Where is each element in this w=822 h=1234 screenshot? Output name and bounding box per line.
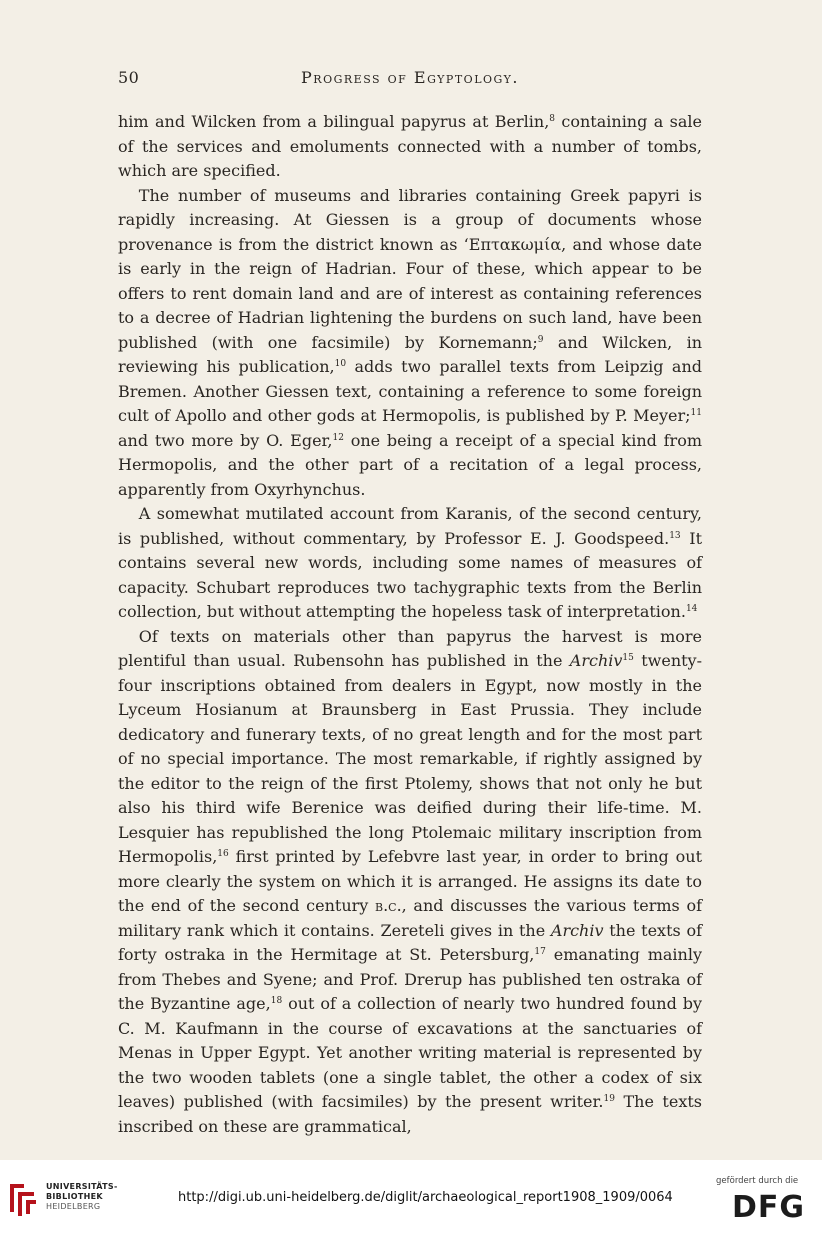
page-number: 50 bbox=[118, 68, 140, 87]
body-text bbox=[118, 110, 702, 1139]
text-run: and two more by O. Eger, bbox=[118, 430, 333, 450]
footnote-ref: 10 bbox=[334, 359, 347, 369]
text-run: emanating mainly from Thebes and Syene; and Prof. Drerup has published ten ostraka of the Byzantine age, bbox=[118, 945, 703, 1013]
footnote-ref: 9 bbox=[537, 334, 544, 345]
text-run: and Wilcken, in reviewing his publication, bbox=[118, 332, 702, 376]
footnote-ref: 13 bbox=[669, 530, 681, 541]
text-run: A somewhat mutilated account from Karanis, of the second century, is published, without commentary, by Professor E. J. Goodspeed. bbox=[118, 504, 702, 548]
footnote-ref: 18 bbox=[270, 996, 283, 1006]
text-run: Of texts on materials other than papyrus the harvest is more plentiful than usual. Rubensohn has published in the bbox=[118, 626, 702, 670]
paragraph bbox=[118, 110, 702, 184]
text-run: adds two parallel texts from Leipzig and Bremen. Another Giessen text, containing a reference to some foreign cult of Apollo and other gods at Hermopolis, is published by P. Meyer; bbox=[118, 357, 703, 425]
source-url-link[interactable]: http://digi.ub.uni-heidelberg.de/diglit/archaeological_report1908_1909/0064 bbox=[178, 1190, 673, 1205]
running-head: Progress of Egyptology. bbox=[301, 68, 519, 87]
text-run: , and discusses the various terms of military rank which it contains. Zereteli gives in the bbox=[118, 896, 703, 940]
text-run: out of a collection of nearly two hundred found by C. M. Kaufmann in the course of excavations at the sanctuaries of Menas in Upper Egypt. Yet another writing material is represented by the two wooden tablets (one a single tablet, the other a codex of six leaves) published (with facsimiles) by the present writer. bbox=[118, 994, 702, 1111]
footnote-ref: 8 bbox=[549, 114, 556, 124]
small-caps-text: b.c. bbox=[375, 896, 402, 915]
text-run: first printed by Lefebvre last year, in order to bring out more clearly the system on which it is arranged. He assigns its date to the end of the second century bbox=[118, 847, 702, 915]
footnote-ref: 17 bbox=[534, 947, 546, 957]
italic-text: Archiv bbox=[550, 920, 604, 940]
text-run: one being a receipt of a special kind from Hermopolis, and the other part of a recitation of a legal process, apparently from Oxyrhynchus. bbox=[118, 430, 702, 499]
footnote-ref: 14 bbox=[685, 604, 698, 614]
italic-text: Archiv bbox=[569, 651, 623, 670]
library-line-1: UNIVERSITÄTS- bbox=[46, 1182, 118, 1191]
text-run: The texts inscribed on these are grammatical, bbox=[118, 1092, 702, 1136]
page-header bbox=[118, 68, 702, 92]
university-library-logo-icon bbox=[6, 1178, 40, 1218]
text-run: containing a sale of the services and emoluments connected with a number of tombs, which are specified. bbox=[118, 112, 702, 180]
footnote-ref: 16 bbox=[217, 849, 229, 859]
paragraph bbox=[118, 502, 702, 625]
text-run: It contains several new words, including some names of measures of capacity. Schubart reproduces two tachygraphic texts from the Berlin collection, but without attempting the hopeless task of interpretation. bbox=[118, 528, 702, 621]
text-run: him and Wilcken from a bilingual papyrus at Berlin, bbox=[118, 112, 550, 131]
funding-caption: gefördert durch die bbox=[716, 1176, 799, 1186]
text-run: twenty-four inscriptions obtained from dealers in Egypt, now mostly in the Lyceum Hosianum at Braunsberg in East Prussia. They include dedicatory and funerary texts, of no great length and for the most part of no special importance. The most remarkable, if rightly assigned by the editor to the reign of the first Ptolemy, shows that not only he but also his third wife Berenice was deified during their life-time. M. Lesquier has republished the long Ptolemaic military inscription from Hermopolis, bbox=[118, 651, 703, 866]
footnote-ref: 19 bbox=[603, 1094, 615, 1104]
digitization-footer bbox=[0, 1160, 822, 1234]
library-name bbox=[46, 1182, 118, 1212]
footnote-ref: 11 bbox=[690, 408, 702, 418]
paragraph bbox=[118, 184, 702, 503]
paragraph bbox=[118, 625, 702, 1140]
library-line-2: BIBLIOTHEK bbox=[46, 1192, 103, 1201]
footnote-ref: 15 bbox=[622, 653, 634, 663]
dfg-logo: DFG bbox=[732, 1190, 806, 1225]
text-run: the texts of forty ostraka in the Hermitage at St. Petersburg, bbox=[118, 920, 702, 964]
text-run: The number of museums and libraries containing Greek papyri is rapidly increasing. At Giessen is a group of documents whose provenance is from the district known as ‘Επτακωμία, and whose date is early in the reign of Hadrian. Four of these, which appear to be offers to rent domain land and are of interest as containing references to a decree of Hadrian lightening the burdens on such land, have been published (with one facsimile) by Kornemann; bbox=[118, 185, 702, 352]
library-line-3: HEIDELBERG bbox=[46, 1202, 101, 1211]
footnote-ref: 12 bbox=[332, 432, 344, 443]
